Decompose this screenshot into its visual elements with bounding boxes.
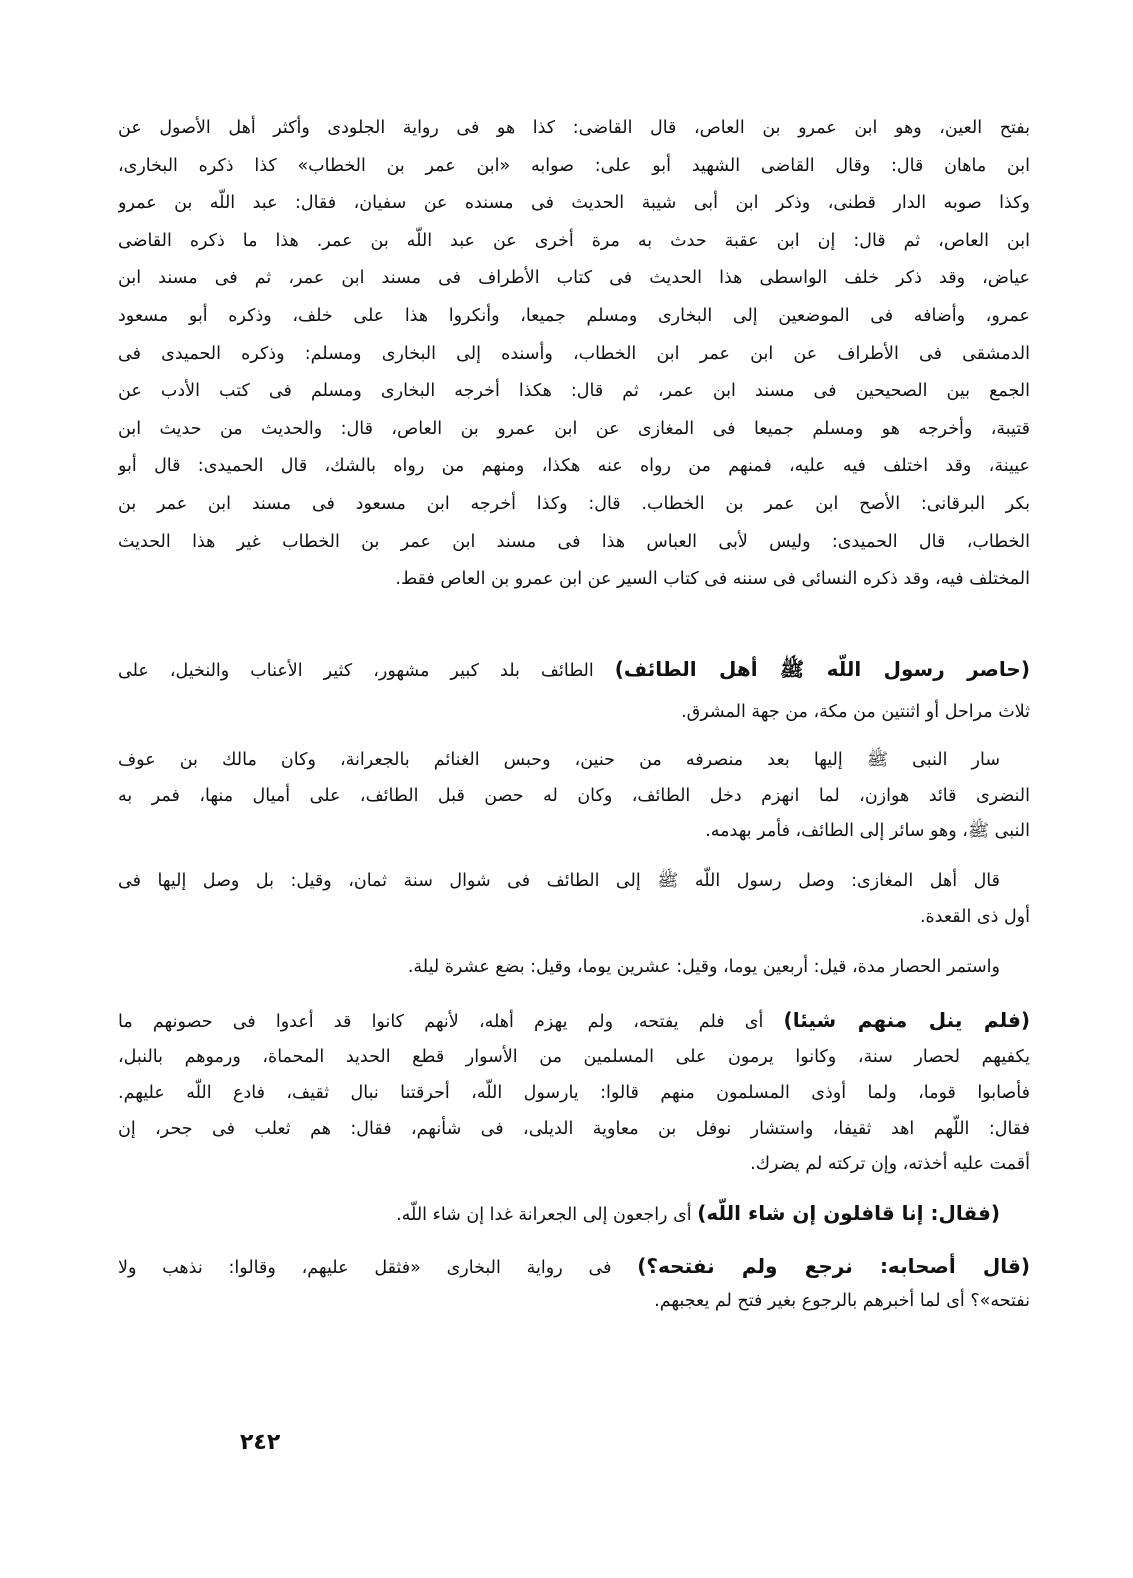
section-heading: (حاصر رسول اللّه ﷺ أهل الطائف) bbox=[614, 657, 1030, 681]
paragraph-line bbox=[118, 742, 1000, 778]
body-text: قال أهل المغازى: وصل رسول اللّه ﷺ إلى الطائف فى شوال سنة ثمان، وقيل: بل وصل إليها فى bbox=[118, 871, 1000, 891]
paragraph-line bbox=[118, 411, 1030, 447]
body-text: أى راجعون إلى الجعرانة غدا إن شاء اللّه. bbox=[396, 1205, 698, 1225]
section-heading: (فلم ينل منهم شيئا) bbox=[783, 1008, 1030, 1032]
body-text: الطائف بلد كبير مشهور، كثير الأعناب والنخيل، على bbox=[118, 661, 615, 681]
paragraph-line bbox=[118, 561, 1030, 597]
body-text: وكذا صوبه الدار قطنى، وذكر ابن أبى شيبة الحديث فى مسنده عن سفيان، فقال: عبد اللّه بن عمرو bbox=[118, 193, 1030, 214]
body-text: واستمر الحصار مدة، قيل: أربعين يوما، وقيل: عشرين يوما، وقيل: بضع عشرة ليلة. bbox=[407, 957, 1000, 977]
paragraph-line bbox=[118, 110, 1030, 146]
body-text: الدمشقى فى الأطراف عن ابن عمر ابن الخطاب، وأسنده إلى البخارى ومسلم: وذكره الحميدى فى bbox=[118, 343, 1030, 364]
body-text: قتيبة، وأخرجه هو ومسلم جميعا فى المغازى عن ابن عمرو بن العاص، قال: والحديث من حديث ابن bbox=[118, 418, 1030, 439]
paragraph-line bbox=[118, 1283, 1030, 1319]
paragraph-line bbox=[118, 298, 1030, 334]
paragraph-line bbox=[118, 651, 1030, 687]
body-text: النبى ﷺ، وهو سائر إلى الطائف، فأمر بهدمه. bbox=[705, 821, 1030, 841]
paragraph-line bbox=[118, 1248, 1030, 1284]
body-text: النضرى قائد هوازن، لما انهزم دخل الطائف، وكان له حصن قبل الطائف، على أميال منها، فمر به bbox=[118, 786, 1030, 806]
body-text: الخطاب، قال الحميدى: وليس لأبى العباس هذا فى مسند ابن عمر بن الخطاب غير هذا الحديث bbox=[118, 531, 1030, 552]
body-text: بكر البرقانى: الأصح ابن عمر بن الخطاب. قال: وكذا أخرجه ابن مسعود فى مسند ابن عمر بن bbox=[118, 494, 1030, 514]
paragraph-line bbox=[118, 778, 1030, 814]
paragraph-line bbox=[118, 949, 1000, 985]
paragraph-line bbox=[118, 260, 1030, 296]
paragraph-line bbox=[118, 223, 1030, 259]
paragraph-line bbox=[118, 694, 1030, 730]
paragraph-line bbox=[118, 863, 1000, 899]
body-text: المختلف فيه، وقد ذكره النسائى فى سننه فى كتاب السير عن ابن عمرو بن العاص فقط. bbox=[395, 569, 1030, 590]
body-text: ابن ماهان قال: وقال القاضى الشهيد أبو على: صوابه «ابن عمر بن الخطاب» كذا ذكره البخارى، bbox=[118, 155, 1030, 176]
body-text: أقمت عليه أخذته، وإن تركته لم يضرك. bbox=[750, 1154, 1030, 1174]
body-text: يكفيهم لحصار سنة، وكانوا يرمون على المسلمين من الأسوار قطع الحديد المحماة، ورموهم بالنبل، bbox=[118, 1047, 1030, 1067]
section-heading: (قال أصحابه: نرجع ولم نفتحه؟) bbox=[637, 1254, 1030, 1278]
paragraph-line bbox=[118, 899, 1030, 935]
paragraph-line bbox=[118, 1195, 1000, 1231]
paragraph-line bbox=[118, 1075, 1030, 1111]
body-text: فقال: اللّهم اهد ثقيفا، واستشار نوفل بن معاوية الديلى، فى شأنهم، فقال: هم ثعلب فى جحر، إن bbox=[118, 1119, 1030, 1139]
body-text: أى فلم يفتحه، ولم يهزم أهله، لأنهم كانوا قد أعدوا فى حصونهم ما bbox=[118, 1012, 784, 1032]
paragraph-line bbox=[118, 148, 1030, 184]
body-text: سار النبى ﷺ إليها بعد منصرفه من حنين، وحبس الغنائم بالجعرانة، وكان مالك بن عوف bbox=[118, 750, 1000, 770]
body-text: نفتحه»؟ أى لما أخبرهم بالرجوع بغير فتح لم يعجبهم. bbox=[654, 1291, 1030, 1311]
paragraph-line bbox=[118, 1146, 1030, 1182]
paragraph-line bbox=[118, 813, 1030, 849]
body-text: الجمع بين الصحيحين فى مسند ابن عمر، ثم قال: هكذا أخرجه البخارى ومسلم فى كتب الأدب عن bbox=[118, 381, 1030, 402]
paragraph-line bbox=[118, 1111, 1030, 1147]
section-heading: (فقال: إنا قافلون إن شاء اللّه) bbox=[697, 1201, 1000, 1225]
body-text: عمرو، وأضافه فى الموضعين إلى البخارى ومسلم جميعا، وأنكروا هذا على خلف، وذكره أبو مسعود bbox=[118, 306, 1030, 326]
body-text: فى رواية البخارى «فثقل عليهم، وقالوا: نذهب ولا bbox=[118, 1258, 638, 1278]
body-text: فأصابوا قوما، ولما أوذى المسلمون منهم قالوا: يارسول اللّه، أحرقتنا نبال ثقيف، فادع اللّه عليهم. bbox=[118, 1083, 1030, 1103]
page-number: ٢٤٢ bbox=[240, 1430, 281, 1455]
body-text: عياض، وقد ذكر خلف الواسطى هذا الحديث فى كتاب الأطراف فى مسند ابن عمر، ثم فى مسند ابن bbox=[118, 268, 1030, 289]
paragraph-line bbox=[118, 373, 1030, 409]
paragraph-line bbox=[118, 448, 1030, 484]
body-text: عيينة، وقد اختلف فيه عليه، فمنهم من رواه عنه هكذا، ومنهم من رواه بالشك، قال الحميدى: قال أبو bbox=[118, 456, 1030, 477]
paragraph-line bbox=[118, 524, 1030, 560]
paragraph-line bbox=[118, 486, 1030, 522]
body-text: ابن العاص، ثم قال: إن ابن عقبة حدث به مرة أخرى عن عبد اللّه بن عمر. هذا ما ذكره القاضى bbox=[118, 230, 1030, 251]
body-text: بفتح العين، وهو ابن عمرو بن العاص، قال القاضى: كذا هو فى رواية الجلودى وأكثر أهل الأصول عن bbox=[118, 118, 1030, 138]
paragraph-line bbox=[118, 1002, 1030, 1038]
paragraph-line bbox=[118, 1039, 1030, 1075]
paragraph-line bbox=[118, 185, 1030, 221]
body-text: أول ذى القعدة. bbox=[919, 907, 1030, 927]
paragraph-line bbox=[118, 336, 1030, 372]
body-text: ثلاث مراحل أو اثنتين من مكة، من جهة المشرق. bbox=[681, 702, 1030, 722]
